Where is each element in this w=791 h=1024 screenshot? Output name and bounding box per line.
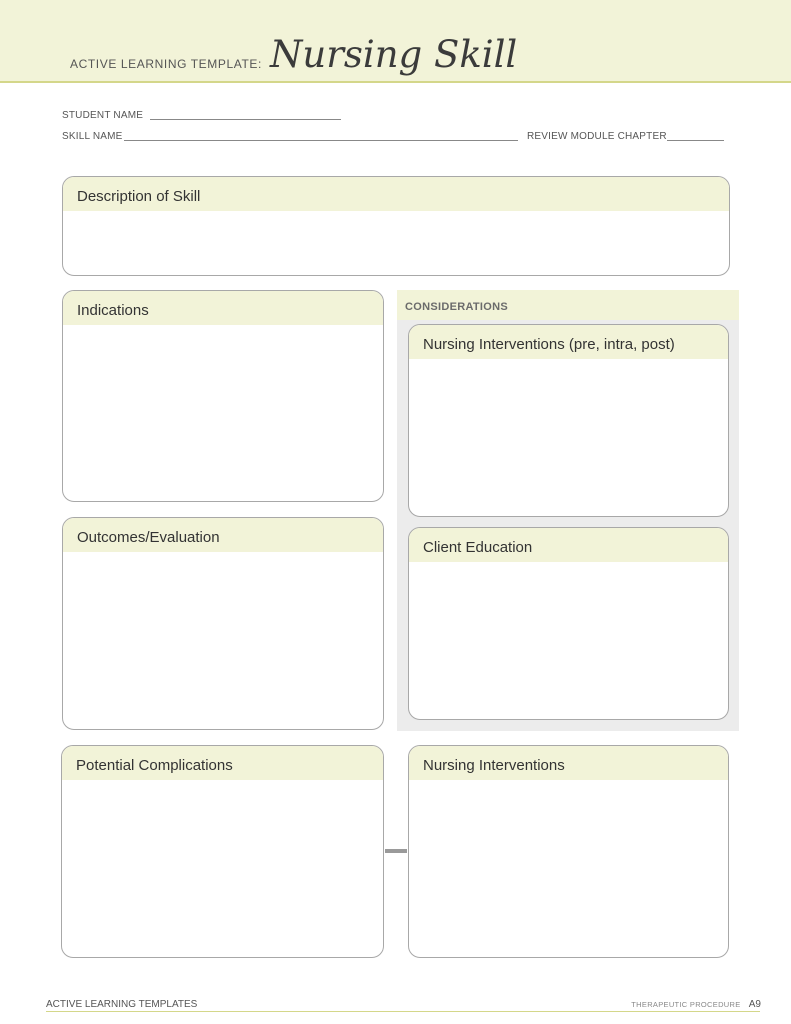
footer-category: THERAPEUTIC PROCEDURE xyxy=(631,1000,741,1009)
review-module-chapter-label: REVIEW MODULE CHAPTER xyxy=(527,131,667,142)
skill-name-label: SKILL NAME xyxy=(62,131,123,142)
nursing-interventions-box[interactable] xyxy=(408,745,729,958)
client-education-heading: Client Education xyxy=(409,528,728,562)
skill-name-field[interactable] xyxy=(124,140,518,141)
footer-title: ACTIVE LEARNING TEMPLATES xyxy=(46,999,198,1010)
potential-complications-heading: Potential Complications xyxy=(62,746,383,780)
student-name-field[interactable] xyxy=(150,119,341,120)
footer-page-info xyxy=(631,999,761,1010)
review-module-chapter-field[interactable] xyxy=(667,140,724,141)
nursing-interventions-phases-heading: Nursing Interventions (pre, intra, post) xyxy=(409,325,728,359)
indications-heading: Indications xyxy=(63,291,383,325)
nursing-interventions-phases-box[interactable] xyxy=(408,324,729,517)
outcomes-box[interactable] xyxy=(62,517,384,730)
header-band xyxy=(0,0,791,83)
indications-box[interactable] xyxy=(62,290,384,502)
page-title: Nursing Skill xyxy=(270,33,518,76)
footer-page-number: A9 xyxy=(748,999,761,1010)
nursing-interventions-heading: Nursing Interventions xyxy=(409,746,728,780)
considerations-header xyxy=(397,290,739,320)
connector-line xyxy=(385,849,407,853)
considerations-heading: CONSIDERATIONS xyxy=(405,301,509,313)
client-education-box[interactable] xyxy=(408,527,729,720)
description-heading: Description of Skill xyxy=(63,177,729,211)
student-name-label: STUDENT NAME xyxy=(62,110,144,121)
footer-divider xyxy=(46,1011,760,1012)
outcomes-heading: Outcomes/Evaluation xyxy=(63,518,383,552)
template-label: ACTIVE LEARNING TEMPLATE: xyxy=(70,57,262,71)
potential-complications-box[interactable] xyxy=(61,745,384,958)
description-box[interactable] xyxy=(62,176,730,276)
